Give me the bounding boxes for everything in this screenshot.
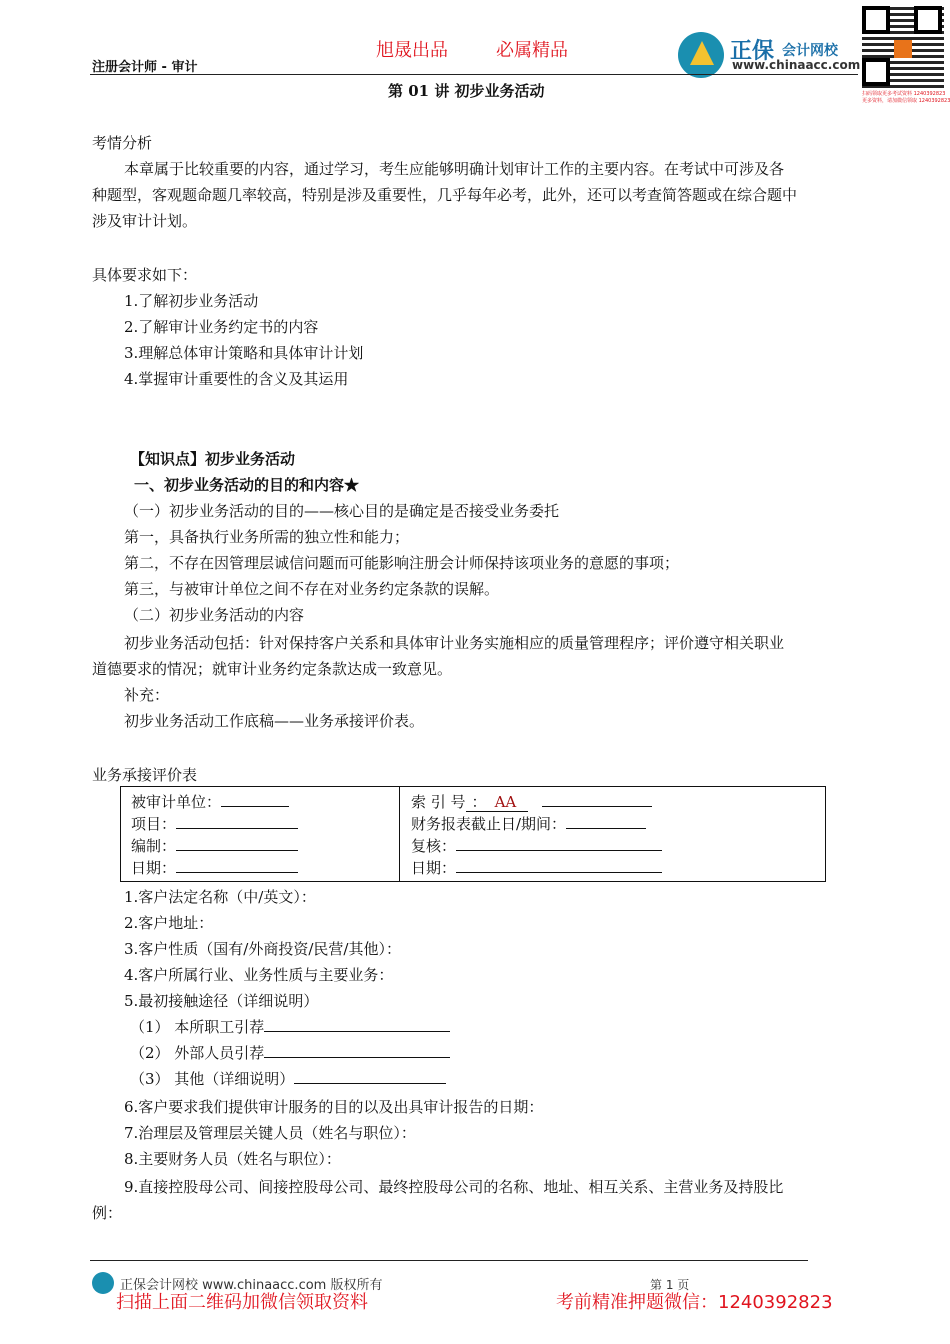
content-line: 道德要求的情况；就审计业务约定条款达成一致意见。: [92, 660, 453, 678]
field-label: 财务报表截止日/期间：: [411, 815, 567, 833]
purpose-third: 第三，与被审计单位之间不存在对业务约定条款的误解。: [124, 580, 500, 598]
table-divider: [399, 787, 400, 881]
form-item: 1.客户法定名称（中/英文）：: [124, 888, 316, 906]
form-field-index: [411, 791, 652, 812]
field-blank: [264, 1043, 450, 1058]
qr-caption-1: 扫码领取更多考试资料 1240392823: [862, 91, 946, 97]
form-item: 4.客户所属行业、业务性质与主要业务：: [124, 966, 394, 984]
form-field-review-date: [411, 857, 662, 878]
form-field-review: [411, 835, 662, 856]
form-item: 例：: [92, 1204, 123, 1222]
supplement-label: 补充：: [124, 686, 170, 704]
analysis-line: 种题型，客观题命题几率较高，特别是涉及重要性，几乎每年必考，此外，还可以考查简答题或在综合题中: [92, 186, 798, 204]
form-item: 8.主要财务人员（姓名与职位）：: [124, 1150, 341, 1168]
purpose-second: 第二，不存在因管理层诚信问题而可能影响注册会计师保持该项业务的意愿的事项；: [124, 554, 680, 572]
field-blank: [176, 814, 298, 829]
brand-school: 会计网校: [782, 43, 838, 59]
field-blank: [456, 858, 662, 873]
sub-item-label: （2） 外部人员引荐: [130, 1044, 265, 1062]
footer-page-number: 第 1 页: [650, 1278, 690, 1292]
purpose-first: 第一，具备执行业务所需的独立性和能力；: [124, 528, 410, 546]
form-field-date: [131, 857, 298, 878]
chinaacc-logo-icon: [678, 32, 724, 78]
field-blank: [221, 792, 289, 807]
qr-corner-icon: [862, 58, 890, 86]
form-field-period: [411, 813, 646, 834]
qr-caption-2: 更多资料，请加微信领取 1240392823: [862, 98, 950, 104]
form-sub-item: [130, 1042, 450, 1063]
footer-rule: [90, 1260, 808, 1261]
content-heading: （二）初步业务活动的内容: [124, 606, 305, 624]
sub-item-label: （3） 其他（详细说明）: [130, 1070, 295, 1088]
field-blank: [264, 1017, 450, 1032]
content-line: 初步业务活动包括：针对保持客户关系和具体审计业务实施相应的质量管理程序；评价遵守相关职业: [124, 634, 785, 652]
field-blank: [456, 836, 662, 851]
qr-corner-icon: [862, 6, 890, 34]
list-item: 3.理解总体审计策略和具体审计计划: [124, 344, 364, 362]
qr-center-logo-icon: [894, 40, 912, 58]
section-heading: 一、初步业务活动的目的和内容★: [134, 476, 360, 494]
form-item: 6.客户要求我们提供审计服务的目的以及出具审计报告的日期：: [124, 1098, 544, 1116]
form-item: 3.客户性质（国有/外商投资/民营/其他）：: [124, 940, 401, 958]
slogan-right: 必属精品: [496, 40, 568, 61]
list-item: 4.掌握审计重要性的含义及其运用: [124, 370, 349, 388]
lecture-title: 第 01 讲 初步业务活动: [388, 82, 545, 100]
field-blank: [176, 858, 298, 873]
brand-cn: 正保: [730, 39, 775, 64]
form-sub-item: [130, 1068, 446, 1089]
analysis-line: 涉及审计计划。: [92, 212, 198, 230]
field-label: 索 引 号: [411, 793, 466, 811]
field-blank: [294, 1069, 446, 1084]
slogan-left: 旭晟出品: [376, 40, 448, 61]
field-label: 日期：: [411, 859, 457, 877]
field-blank: [566, 814, 646, 829]
engagement-form-table: [120, 786, 826, 882]
field-label: 项目：: [131, 815, 177, 833]
knowledge-heading: 【知识点】初步业务活动: [130, 450, 296, 468]
requirements-heading: 具体要求如下：: [92, 266, 198, 284]
purpose-heading: （一）初步业务活动的目的——核心目的是确定是否接受业务委托: [124, 502, 560, 520]
form-item: 5.最初接触途径（详细说明）: [124, 992, 319, 1010]
footer-copyright: 正保会计网校 www.chinaacc.com 版权所有: [120, 1278, 383, 1293]
form-field-auditee: [131, 791, 289, 812]
field-label: 复核：: [411, 837, 457, 855]
form-field-prepared: [131, 835, 298, 856]
field-blank: [176, 836, 298, 851]
form-item: 7.治理层及管理层关键人员（姓名与职位）：: [124, 1124, 416, 1142]
index-value: AA: [494, 793, 517, 811]
analysis-heading: 考情分析: [92, 134, 153, 152]
supplement-text: 初步业务活动工作底稿——业务承接评价表。: [124, 712, 425, 730]
footer-promo-right: 考前精准押题微信：1240392823: [556, 1292, 833, 1313]
field-blank: ： AA: [466, 793, 529, 812]
header-left-title: 注册会计师 - 审计: [92, 60, 198, 75]
qr-corner-icon: [914, 6, 942, 34]
footer-promo-left: 扫描上面二维码加微信领取资料: [116, 1292, 368, 1313]
field-label: 编制：: [131, 837, 177, 855]
form-field-project: [131, 813, 298, 834]
field-label: 被审计单位：: [131, 793, 222, 811]
form-item: 2.客户地址：: [124, 914, 214, 932]
sub-item-label: （1） 本所职工引荐: [130, 1018, 265, 1036]
footer-logo-icon: [92, 1272, 114, 1294]
brand-url: www.chinaacc.com: [732, 58, 861, 72]
list-item: 1.了解初步业务活动: [124, 292, 259, 310]
form-item: 9.直接控股母公司、间接控股母公司、最终控股母公司的名称、地址、相互关系、主营业务及持股比: [124, 1178, 784, 1196]
header-rule: [90, 74, 858, 75]
field-blank: [542, 792, 652, 807]
form-title: 业务承接评价表: [92, 766, 198, 784]
field-label: 日期：: [131, 859, 177, 877]
analysis-line: 本章属于比较重要的内容，通过学习，考生应能够明确计划审计工作的主要内容。在考试中可涉及各: [124, 160, 785, 178]
list-item: 2.了解审计业务约定书的内容: [124, 318, 319, 336]
form-sub-item: [130, 1016, 450, 1037]
